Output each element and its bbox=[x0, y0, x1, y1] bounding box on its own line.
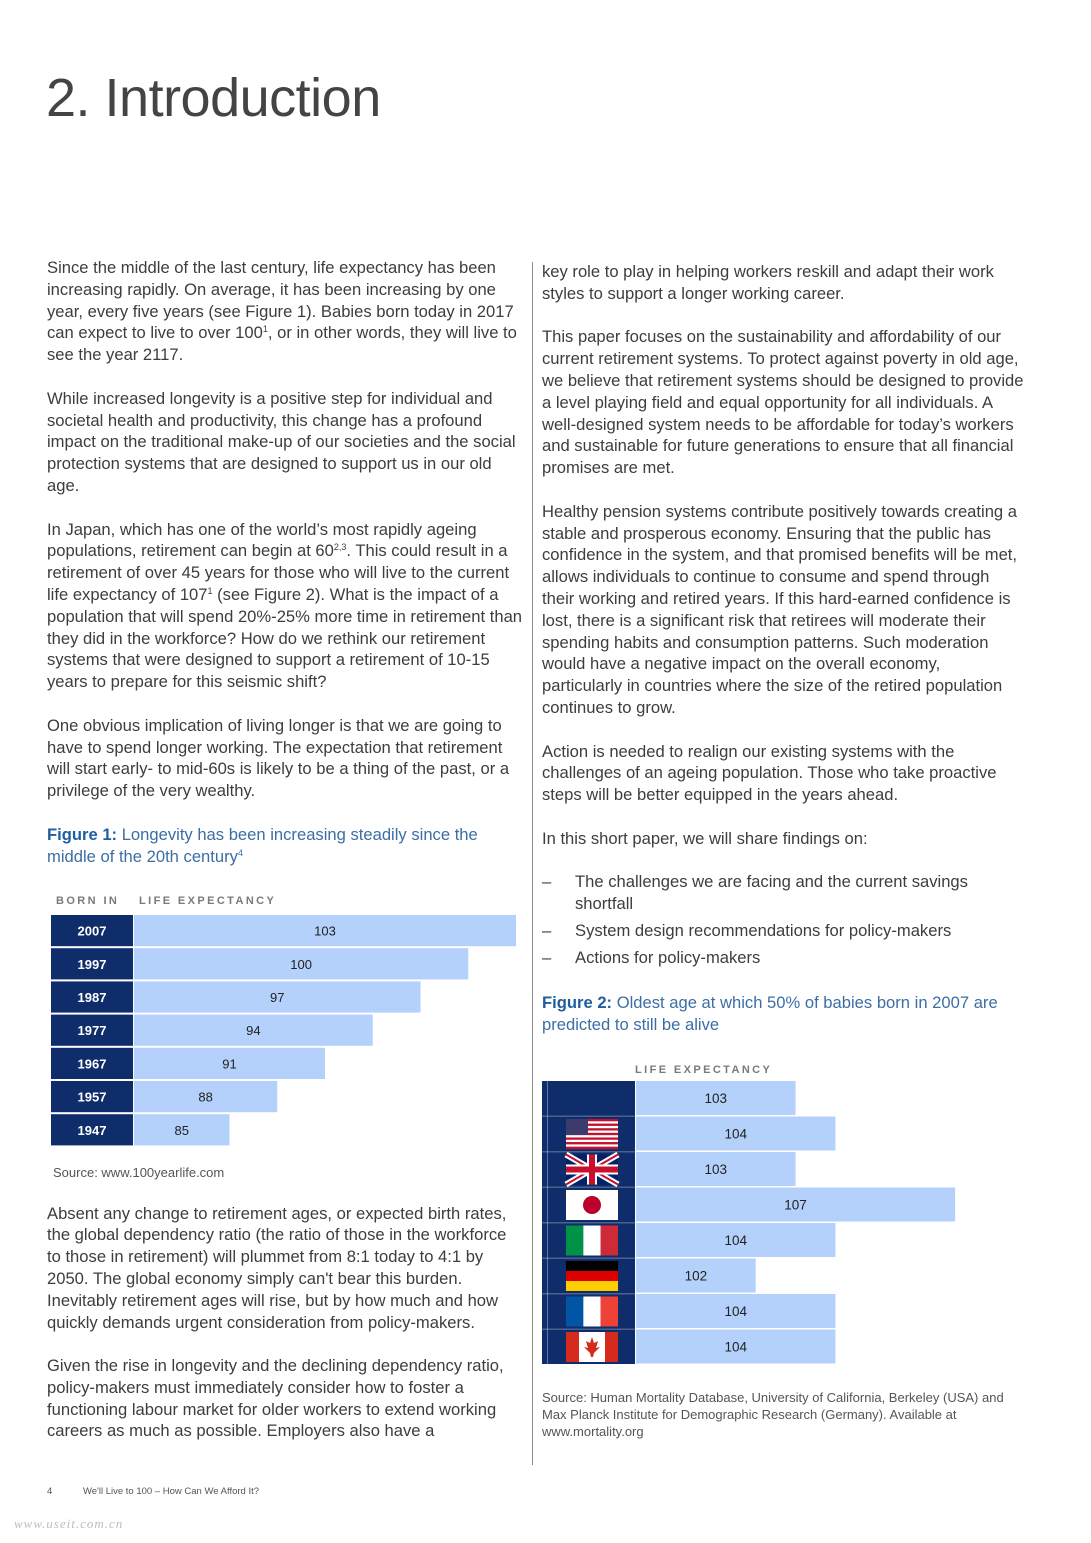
data-label: 102 bbox=[684, 1268, 708, 1284]
right-column bbox=[542, 261, 1024, 1440]
findings-list bbox=[542, 871, 1024, 968]
flag-band-left bbox=[566, 1332, 579, 1362]
flag-band-red bbox=[601, 1226, 618, 1256]
data-label: 103 bbox=[314, 923, 336, 939]
row-divider bbox=[542, 1187, 635, 1189]
row-divider bbox=[542, 1151, 635, 1153]
italy-flag-icon bbox=[566, 1226, 618, 1256]
intro-paragraph-3: In Japan, which has one of the world’s most rapidly ageing populations, retirement can begin at 60$^{2,3}$. This could result in a retirement of over 45 years for those who will live to the current life expectancy of $107^1$ (see Figure 2). What is the impact of a population that will spend 20%-25% more time in retirement than they did in the workforce? How do we rethink our retirement systems that were designed to support a retirement of 10-15 years to prepare for this seismic shift? bbox=[47, 519, 523, 692]
category-label: 1957 bbox=[77, 1089, 107, 1105]
flag-band-right bbox=[605, 1332, 618, 1362]
list-item: – Actions for policy-makers bbox=[542, 947, 761, 967]
figure-2-source: Source: Human Mortality Database, University of California, Berkeley (USA) and Max Planck Institute for Demographic Research (Germany). Available at www.mortality.org bbox=[542, 1390, 1004, 1440]
flag-stripe bbox=[566, 1142, 618, 1145]
flag-band-gold bbox=[566, 1281, 618, 1291]
list-item: – System design recommendations for policy-makers bbox=[542, 920, 952, 940]
category-label: 1947 bbox=[77, 1122, 107, 1138]
right-paragraph-3: Healthy pension systems contribute positively towards creating a stable and prosperous economy. Ensuring that the public has confidence in the system, and that promised benefits will be met, allows individuals to continue to consume and spend through their working and retired years. If this hard-earned confidence is lost, there is a significant risk that retirees will moderate their spending habits and consumption patterns. Such moderation would have a negative impact on the overall economy, particularly in countries where the size of the retired population continues to grow. bbox=[542, 501, 1018, 717]
flag-stripe bbox=[566, 1138, 618, 1141]
page-footer bbox=[47, 1486, 259, 1497]
category-label: 1977 bbox=[77, 1022, 107, 1038]
usa-flag-icon bbox=[566, 1119, 618, 1149]
germany-flag-icon bbox=[566, 1261, 618, 1291]
right-paragraph-2: This paper focuses on the sustainability and affordability of our current retirement systems. To protect against poverty in old age, we believe that retirement systems should be designed to provide a level playing field and equal opportunity for all individuals. A well-designed system needs to be affordable for today’s workers and sustainable for future generations to ensure that all financial promises are met. bbox=[542, 327, 1024, 478]
data-label: 103 bbox=[704, 1091, 728, 1107]
flag-band-green bbox=[566, 1226, 583, 1256]
data-label: 104 bbox=[724, 1339, 747, 1355]
intro-paragraph-5: Absent any change to retirement ages, or expected birth rates, the global dependency ratio (the ratio of those in the workforce to those in retirement) will plummet from 8:1 today to 4:1 by 2050. The global economy simply can't bear this burden. Inevitably retirement ages will rise, but by how much and how quickly demands urgent consideration from policy-makers. bbox=[47, 1203, 507, 1332]
figure-2-chart bbox=[542, 1057, 1024, 1365]
category-label: 1997 bbox=[77, 956, 107, 972]
japan-flag-icon bbox=[566, 1190, 618, 1220]
figure-2-title: Figure 2: Oldest age at which 50% of babies born in 2007 are predicted to still be alive bbox=[542, 992, 998, 1034]
flag-stripe bbox=[566, 1145, 618, 1148]
row-divider bbox=[542, 1222, 635, 1224]
figure-1-title: Figure 1: Longevity has been increasing steadily since the middle of the 20th century$^4$ bbox=[47, 824, 478, 866]
flag-canton bbox=[566, 1119, 588, 1135]
right-paragraph-1: key role to play in helping workers reskill and adapt their work styles to support a longer working career. bbox=[542, 262, 994, 303]
france-flag-icon bbox=[566, 1297, 618, 1327]
canada-flag-icon bbox=[566, 1332, 618, 1362]
row-divider bbox=[542, 1293, 635, 1295]
flag-band-white bbox=[583, 1226, 600, 1256]
flag-band-red bbox=[566, 1271, 618, 1281]
flag-sun bbox=[583, 1196, 601, 1214]
right-paragraph-5: In this short paper, we will share findings on: bbox=[542, 828, 868, 848]
intro-paragraph-1: Since the middle of the last century, life expectancy has been increasing rapidly. On average, it has been increasing by one year, every five years (see Figure 1). Babies born today in 2017 can expect to live to over $100^1$, or in other words, they will live to see the year 2117. bbox=[47, 258, 517, 365]
flag-stripe bbox=[566, 1135, 618, 1138]
data-label: 103 bbox=[704, 1162, 728, 1178]
value-header: LIFE EXPECTANCY bbox=[139, 894, 277, 907]
data-label: 85 bbox=[174, 1122, 189, 1138]
data-label: 100 bbox=[290, 956, 312, 972]
figure-2-svg bbox=[542, 1057, 1024, 1365]
data-label: 88 bbox=[198, 1089, 213, 1105]
data-label: 104 bbox=[724, 1304, 747, 1320]
value-header: LIFE EXPECTANCY bbox=[635, 1064, 773, 1077]
right-paragraph-4: Action is needed to realign our existing systems with the challenges of an ageing population. Those who take proactive steps will be better equipped in the years ahead. bbox=[542, 741, 997, 805]
row-divider bbox=[542, 1116, 635, 1118]
data-label: 94 bbox=[246, 1022, 261, 1038]
page-number: 4 bbox=[47, 1486, 53, 1497]
uk-flag-icon bbox=[566, 1155, 618, 1185]
flag-cross-h-red bbox=[566, 1167, 618, 1173]
flag-band-red bbox=[601, 1297, 618, 1327]
figure-1-svg bbox=[47, 890, 523, 1152]
data-label: 104 bbox=[724, 1233, 747, 1249]
data-label: 91 bbox=[222, 1055, 237, 1071]
category-label: 1967 bbox=[77, 1055, 107, 1071]
column-divider bbox=[532, 262, 533, 1465]
flag-band-blue bbox=[566, 1297, 583, 1327]
figure-1-source: Source: www.100yearlife.com bbox=[53, 1164, 225, 1180]
row-divider bbox=[542, 1329, 635, 1331]
category-label: 2007 bbox=[77, 923, 107, 939]
flag-band-black bbox=[566, 1261, 618, 1271]
page-title: 2. Introduction bbox=[46, 68, 381, 128]
intro-paragraph-6: Given the rise in longevity and the declining dependency ratio, policy-makers must immediately consider how to foster a functioning labour market for older workers to extend working careers as much as possible. Employers also have a bbox=[47, 1356, 504, 1441]
intro-paragraph-2: While increased longevity is a positive step for individual and societal health and productivity, this change has a profound impact on the traditional make-up of our societies and the social protection systems that are designed to support us in our old age. bbox=[47, 388, 516, 495]
data-label: 104 bbox=[724, 1126, 747, 1142]
data-label: 107 bbox=[784, 1197, 807, 1213]
left-column bbox=[47, 257, 523, 1464]
footer-title: We'll Live to 100 – How Can We Afford It? bbox=[82, 1486, 260, 1497]
category-header: BORN IN bbox=[56, 894, 120, 907]
list-item: – The challenges we are facing and the current savings shortfall bbox=[542, 872, 968, 914]
flag-stripe bbox=[566, 1140, 618, 1143]
category-label: 1987 bbox=[77, 989, 107, 1005]
flag-band-white bbox=[583, 1297, 600, 1327]
flag-stripe bbox=[566, 1147, 618, 1150]
intro-paragraph-4: One obvious implication of living longer is that we are going to have to spend longer working. The expectation that retirement will start early- to mid-60s is likely to be a thing of the past, or a privilege of the very wealthy. bbox=[47, 715, 510, 801]
figure-1-chart bbox=[47, 890, 523, 1152]
data-label: 97 bbox=[270, 989, 285, 1005]
row-divider bbox=[542, 1258, 635, 1260]
watermark: www.useit.com.cn bbox=[14, 1516, 124, 1531]
